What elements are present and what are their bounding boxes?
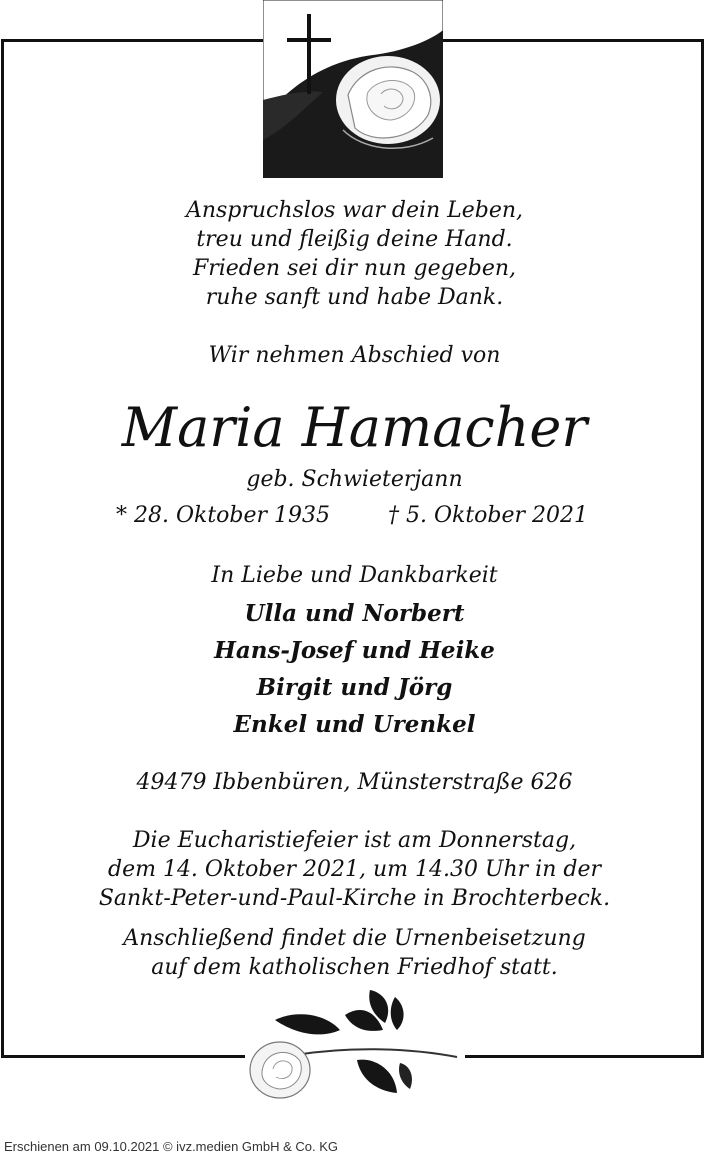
mourners-list (0, 595, 709, 743)
burial-line: Anschließend findet die Urnenbeisetzung (123, 926, 586, 951)
birth-name: geb. Schwieterjann (246, 467, 463, 492)
poem (0, 196, 709, 312)
death-date: † 5. Oktober 2021 (388, 503, 589, 528)
rose-icon (245, 985, 465, 1105)
mourner-entry: Birgit und Jörg (256, 674, 453, 701)
farewell-intro: Wir nehmen Abschied von (208, 343, 501, 368)
deceased-name: Maria Hamacher (121, 396, 588, 459)
burial-info (0, 924, 709, 982)
burial-line: auf dem katholischen Friedhof statt. (151, 955, 558, 980)
poem-line: Frieden sei dir nun gegeben, (192, 256, 517, 281)
poem-line: treu und fleißig deine Hand. (196, 227, 513, 252)
mourner-entry: Enkel und Urenkel (233, 711, 476, 738)
poem-line: Anspruchslos war dein Leben, (185, 198, 524, 223)
cross-and-rose-icon (263, 0, 443, 178)
mourner-entry: Ulla und Norbert (244, 600, 465, 627)
service-line: Sankt-Peter-und-Paul-Kirche in Brochterbeck. (98, 886, 611, 911)
publication-footer: Erschienen am 09.10.2021 © ivz.medien GmbH & Co. KG (4, 1139, 339, 1154)
mourner-entry: Hans-Josef und Heike (214, 637, 495, 664)
birth-date: * 28. Oktober 1935 (116, 503, 331, 528)
service-info (0, 826, 709, 913)
life-dates (0, 503, 709, 533)
poem-line: ruhe sanft und habe Dank. (205, 285, 504, 310)
service-line: Die Eucharistiefeier ist am Donnerstag, (132, 828, 577, 853)
thanks-line: In Liebe und Dankbarkeit (211, 563, 498, 588)
family-address: 49479 Ibbenbüren, Münsterstraße 626 (136, 770, 573, 795)
service-line: dem 14. Oktober 2021, um 14.30 Uhr in der (107, 857, 601, 882)
